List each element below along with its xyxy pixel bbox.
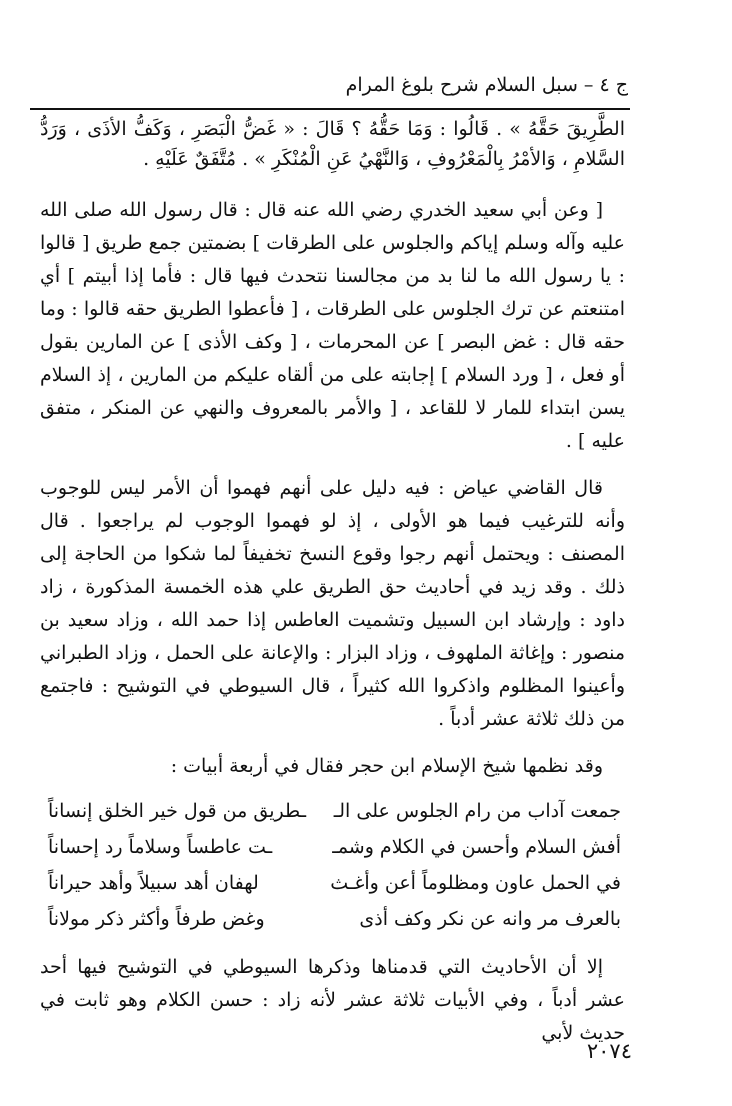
poem-verse bbox=[48, 829, 621, 865]
verse-second-hemistich: وغض طرفاً وأكثر ذكر مولاناً bbox=[48, 908, 265, 930]
verse-second-hemistich: لهفان أهد سبيلاً وأهد حيراناً bbox=[48, 872, 259, 894]
verse-first-hemistich: بالعرف مر وانه عن نكر وكف أذى bbox=[359, 908, 621, 930]
commentary-paragraph-1: [ وعن أبي سعيد الخدري رضي الله عنه قال : قال رسول الله صلى الله عليه وآله وسلم إياكم والجلوس على الطرقات ] بضمتين جمع طريق [ قالوا : يا رسول الله ما لنا بد من مجالسنا نتحدث فيها قال : فأما إذا أبيتم ] أي امتنعتم عن ترك الجلوس على الطرقات ، [ فأعطوا الطريق حقه قالوا : وما حقه قال : غض البصر ] عن المحرمات ، [ وكف الأذى ] عن المارين بقول أو فعل ، [ ورد السلام ] إجابته على من ألقاه عليكم من المارين ، إذ السلام يسن ابتداء للمار لا للقاعد ، [ والأمر بالمعروف والنهي عن المنكر ، متفق عليه ] . bbox=[40, 199, 625, 452]
poem-verse bbox=[48, 793, 621, 829]
conclusion-paragraph: إلا أن الأحاديث التي قدمناها وذكرها السيوطي في التوشيح فيها أحد عشر أدباً ، وفي الأبيات ثلاثة عشر لأنه زاد : حسن الكلام وهو ثابت في حديث لأبي bbox=[40, 956, 625, 1044]
verse-second-hemistich: ـت عاطساً وسلاماً رد إحساناً bbox=[48, 836, 273, 858]
poem bbox=[40, 793, 625, 937]
commentary-paragraph-2: قال القاضي عياض : فيه دليل على أنهم فهموا أن الأمر ليس للوجوب وأنه للترغيب فيما هو الأولى ، إذ لو فهموا الوجوب لم يراجعوا . قال المصنف : ويحتمل أنهم رجوا وقوع النسخ تخفيفاً لما شكوا من الحاجة إلى ذلك . وقد زيد في أحاديث حق الطريق علي هذه الخمسة المذكورة ، زاد داود : وإرشاد ابن السبيل وتشميت العاطس إذا حمد الله ، وزاد سعيد بن منصور : وإغاثة الملهوف ، وزاد البزار : والإعانة على الحمل ، وزاد الطبراني وأعينوا المظلوم واذكروا الله كثيراً ، قال السيوطي في التوشيح : فاجتمع من ذلك ثلاثة عشر أدباً . bbox=[40, 477, 625, 730]
verse-second-hemistich: ـطريق من قول خير الخلق إنساناً bbox=[48, 800, 307, 822]
page-number: ٢٠٧٤ bbox=[586, 1039, 632, 1063]
hadith-text: الطَّرِيقَ حَقَّهُ » . قَالُوا : وَمَا حَقُّهُ ؟ قَالَ : « غَضُّ الْبَصَرِ ، وَكَفُّ الأذَى ، وَرَدُّ السَّلامِ ، وَالأمْرُ بِالْمَعْرُوفِ ، وَالنَّهْيُ عَنِ الْمُنْكَرِ » . مُتَّفَقٌ عَلَيْهِ . bbox=[40, 118, 625, 170]
verse-first-hemistich: جمعت آداب من رام الجلوس على الـ bbox=[333, 800, 621, 822]
header-rule bbox=[30, 108, 630, 110]
page-body bbox=[40, 114, 625, 1050]
verse-first-hemistich: في الحمل عاون ومظلوماً أعن وأغـث bbox=[330, 872, 621, 894]
poem-verse bbox=[48, 901, 621, 937]
poem-intro: وقد نظمها شيخ الإسلام ابن حجر فقال في أربعة أبيات : bbox=[170, 755, 603, 777]
running-header: ج ٤ – سبل السلام شرح بلوغ المرام bbox=[345, 74, 628, 96]
verse-first-hemistich: أفش السلام وأحسن في الكلام وشمـ bbox=[332, 836, 621, 858]
poem-verse bbox=[48, 865, 621, 901]
